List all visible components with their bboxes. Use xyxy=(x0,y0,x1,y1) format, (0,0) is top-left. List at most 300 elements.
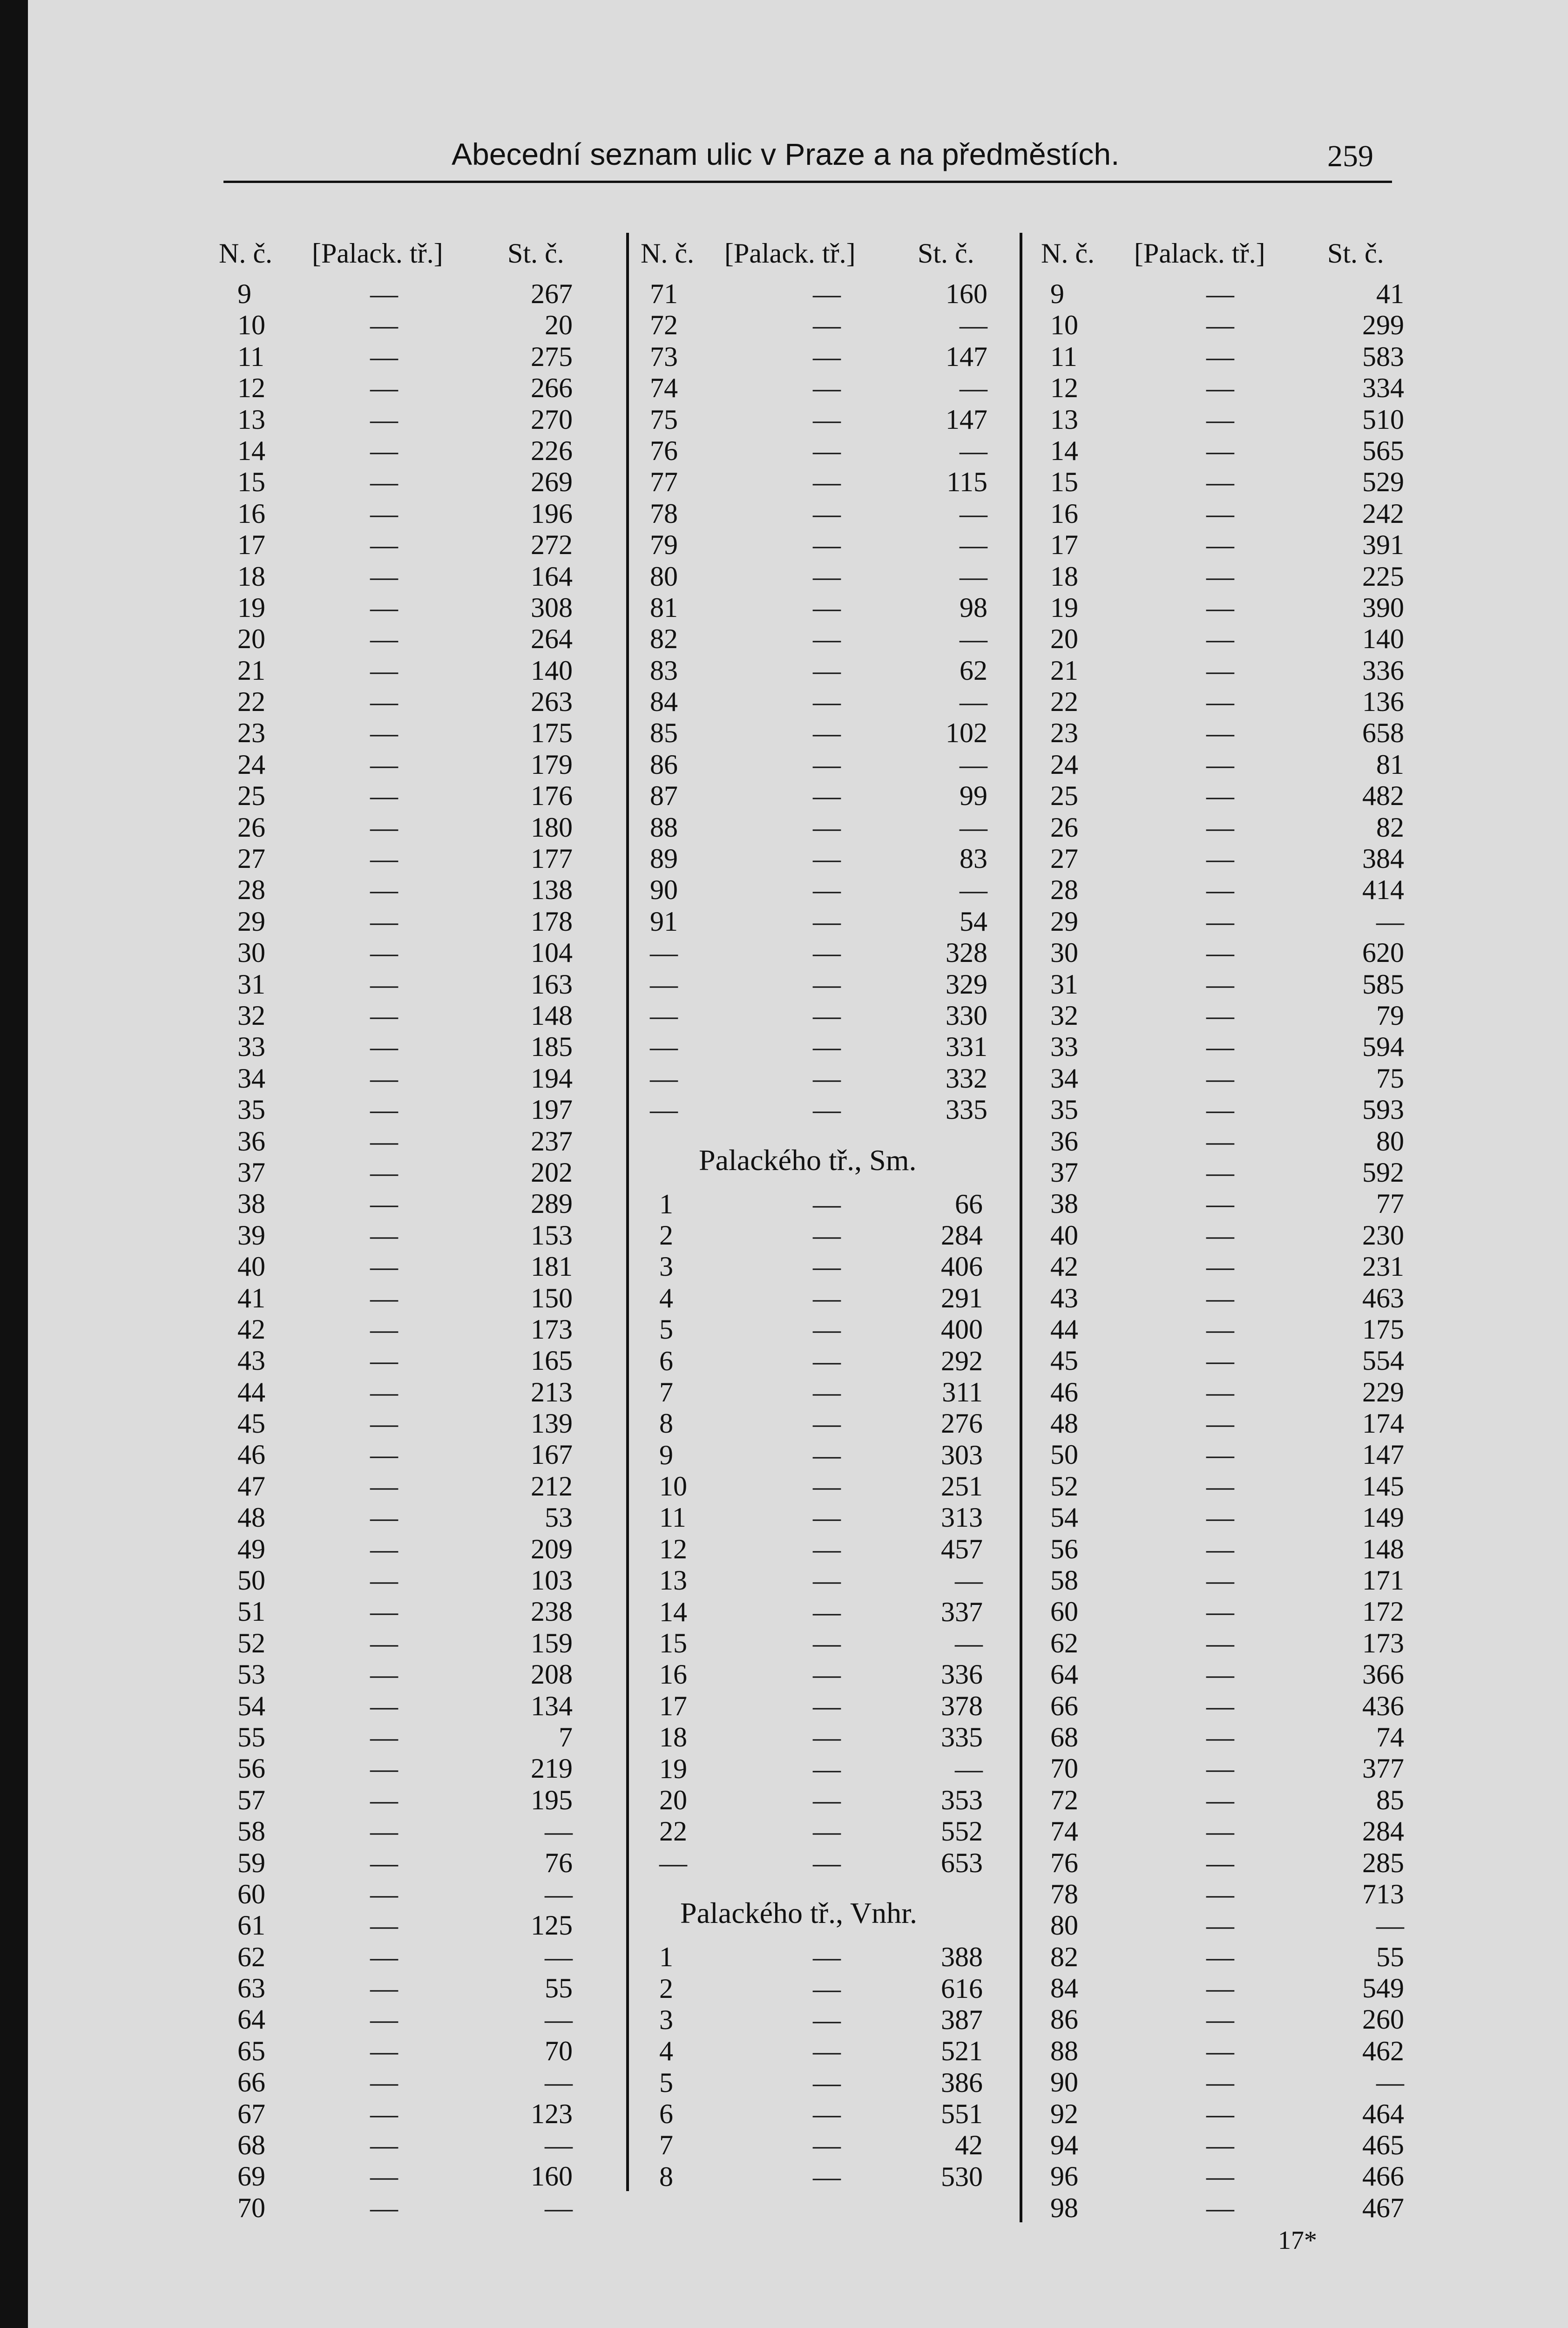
table-row xyxy=(629,1250,1048,1281)
table-row xyxy=(629,2066,1048,2097)
cell-palack: — xyxy=(813,2130,841,2161)
cell-palack: — xyxy=(1206,1847,1234,1878)
cell-number: 12 xyxy=(659,1533,687,1564)
table-row xyxy=(1022,1783,1441,1814)
table-row xyxy=(629,1595,1048,1626)
table-row xyxy=(1022,1752,1441,1783)
table-row xyxy=(1022,1250,1441,1281)
table-row xyxy=(629,1093,1048,1124)
cell-number: — xyxy=(650,1031,678,1062)
cell-st-number: — xyxy=(960,686,987,717)
cell-st-number: 209 xyxy=(531,1533,573,1564)
table-row xyxy=(1022,1658,1441,1689)
column-header xyxy=(219,233,638,277)
cell-st-number: 163 xyxy=(531,968,573,1000)
cell-palack: — xyxy=(370,1313,398,1345)
cell-palack: — xyxy=(813,1031,841,1062)
cell-number: 61 xyxy=(237,1910,265,1941)
cell-number: — xyxy=(650,1094,678,1125)
cell-number: 17 xyxy=(1050,529,1078,561)
cell-number: 2 xyxy=(659,1973,673,2004)
cell-palack: — xyxy=(813,1314,841,1345)
cell-palack: — xyxy=(813,1062,841,1094)
cell-palack: — xyxy=(370,2004,398,2035)
cell-palack: — xyxy=(370,1408,398,1439)
cell-st-number: 174 xyxy=(1362,1408,1404,1439)
cell-st-number: 160 xyxy=(946,278,987,309)
cell-number: 68 xyxy=(237,2130,265,2161)
cell-st-number: 80 xyxy=(1376,1125,1404,1157)
cell-st-number: 386 xyxy=(941,2067,983,2098)
cell-palack: — xyxy=(370,2161,398,2192)
cell-number: 28 xyxy=(237,874,265,906)
cell-number: 22 xyxy=(659,1816,687,1847)
cell-st-number: — xyxy=(960,623,987,655)
cell-number: 50 xyxy=(1050,1439,1078,1470)
cell-number: 7 xyxy=(659,1376,673,1408)
cell-palack: — xyxy=(370,1062,398,1094)
cell-st-number: 79 xyxy=(1376,1000,1404,1031)
cell-number: 88 xyxy=(650,812,678,843)
cell-st-number: — xyxy=(545,1816,573,1847)
table-row xyxy=(219,560,638,591)
table-row xyxy=(219,1313,638,1344)
cell-st-number: 62 xyxy=(960,655,987,686)
cell-st-number: 552 xyxy=(941,1816,983,1847)
cell-st-number: 384 xyxy=(1362,843,1404,874)
cell-number: 13 xyxy=(237,404,265,435)
cell-palack: — xyxy=(370,749,398,780)
cell-number: 39 xyxy=(237,1219,265,1251)
cell-st-number: 165 xyxy=(531,1345,573,1376)
cell-palack: — xyxy=(1206,1910,1234,1941)
cell-palack: — xyxy=(813,467,841,498)
cell-palack: — xyxy=(813,561,841,592)
table-row xyxy=(1022,1156,1441,1187)
cell-palack: — xyxy=(813,1000,841,1031)
cell-number: 10 xyxy=(1050,310,1078,341)
cell-number: 16 xyxy=(659,1659,687,1690)
cell-number: 25 xyxy=(1050,780,1078,812)
cell-palack: — xyxy=(813,623,841,655)
cell-number: 14 xyxy=(1050,435,1078,466)
table-row xyxy=(219,1156,638,1187)
cell-palack: — xyxy=(1206,561,1234,592)
cell-st-number: 212 xyxy=(531,1470,573,1502)
table-row xyxy=(1022,434,1441,465)
cell-palack: — xyxy=(1206,1816,1234,1847)
cell-number: 64 xyxy=(1050,1659,1078,1690)
cell-number: 90 xyxy=(1050,2067,1078,2098)
cell-palack: — xyxy=(1206,1439,1234,1470)
cell-number: 70 xyxy=(237,2192,265,2223)
cell-st-number: 510 xyxy=(1362,404,1404,435)
header-st: St. č. xyxy=(1327,238,1384,269)
table-row xyxy=(219,1814,638,1846)
cell-number: 74 xyxy=(650,372,678,404)
cell-st-number: 436 xyxy=(1362,1690,1404,1721)
cell-st-number: 202 xyxy=(531,1157,573,1188)
cell-number: 19 xyxy=(1050,592,1078,623)
cell-number: 91 xyxy=(650,906,678,937)
cell-palack: — xyxy=(813,906,841,937)
cell-palack: — xyxy=(1206,310,1234,341)
cell-palack: — xyxy=(370,404,398,435)
cell-number: 87 xyxy=(650,780,678,812)
cell-st-number: 272 xyxy=(531,529,573,561)
cell-palack: — xyxy=(813,1471,841,1502)
cell-number: 72 xyxy=(1050,1784,1078,1815)
table-row xyxy=(219,842,638,873)
cell-st-number: 98 xyxy=(960,592,987,623)
header-palack: [Palack. tř.] xyxy=(724,238,856,269)
table-row xyxy=(1022,1720,1441,1752)
cell-st-number: 462 xyxy=(1362,2035,1404,2066)
table-row xyxy=(1022,1469,1441,1501)
table-row xyxy=(219,968,638,999)
table-row xyxy=(219,403,638,434)
table-row xyxy=(219,1783,638,1814)
cell-st-number: 42 xyxy=(955,2130,983,2161)
cell-palack: — xyxy=(370,310,398,341)
cell-palack: — xyxy=(813,2067,841,2098)
table-row xyxy=(219,2003,638,2034)
cell-st-number: 565 xyxy=(1362,435,1404,466)
cell-palack: — xyxy=(370,780,398,812)
cell-palack: — xyxy=(370,1973,398,2004)
cell-number: 4 xyxy=(659,1282,673,1313)
cell-palack: — xyxy=(1206,1533,1234,1564)
cell-st-number: 653 xyxy=(941,1847,983,1878)
cell-st-number: 276 xyxy=(941,1408,983,1439)
cell-number: 85 xyxy=(650,717,678,749)
cell-number: 62 xyxy=(1050,1627,1078,1658)
cell-palack: — xyxy=(1206,968,1234,1000)
cell-st-number: 178 xyxy=(531,906,573,937)
table-row xyxy=(219,811,638,842)
cell-st-number: — xyxy=(1376,2067,1404,2098)
table-row xyxy=(629,1218,1048,1250)
cell-st-number: 267 xyxy=(531,278,573,309)
cell-number: 23 xyxy=(1050,717,1078,749)
table-row xyxy=(1022,497,1441,528)
cell-st-number: — xyxy=(955,1753,983,1784)
cell-number: — xyxy=(650,1062,678,1094)
cell-st-number: 330 xyxy=(946,1000,987,1031)
table-row xyxy=(1022,2034,1441,2065)
table-row xyxy=(629,654,1048,685)
cell-number: 22 xyxy=(237,686,265,717)
cell-st-number: 299 xyxy=(1362,310,1404,341)
table-row xyxy=(1022,1281,1441,1313)
table-row xyxy=(1022,968,1441,999)
cell-palack: — xyxy=(370,968,398,1000)
cell-palack: — xyxy=(1206,1690,1234,1721)
cell-number: 13 xyxy=(659,1565,687,1596)
table-row xyxy=(629,560,1048,591)
table-row xyxy=(219,936,638,967)
table-row xyxy=(629,1281,1048,1313)
cell-st-number: 335 xyxy=(941,1722,983,1753)
cell-number: 63 xyxy=(237,1973,265,2004)
cell-palack: — xyxy=(813,2161,841,2192)
cell-palack: — xyxy=(1206,404,1234,435)
cell-number: 86 xyxy=(650,749,678,780)
cell-number: 34 xyxy=(1050,1062,1078,1094)
cell-palack: — xyxy=(370,1251,398,1282)
cell-number: 83 xyxy=(650,655,678,686)
cell-palack: — xyxy=(813,498,841,529)
table-row xyxy=(219,1469,638,1501)
cell-number: 20 xyxy=(659,1784,687,1815)
cell-palack: — xyxy=(813,1219,841,1251)
cell-st-number: 99 xyxy=(960,780,987,812)
cell-st-number: 263 xyxy=(531,686,573,717)
cell-palack: — xyxy=(370,1627,398,1658)
table-row xyxy=(1022,1062,1441,1093)
table-row xyxy=(219,1689,638,1720)
table-row xyxy=(219,308,638,339)
cell-number: 20 xyxy=(1050,623,1078,655)
cell-palack: — xyxy=(1206,1062,1234,1094)
column-1-rows xyxy=(219,277,638,2222)
cell-number: 25 xyxy=(237,780,265,812)
cell-number: 78 xyxy=(1050,1878,1078,1909)
cell-number: 5 xyxy=(659,1314,673,1345)
table-row xyxy=(629,1626,1048,1658)
cell-st-number: — xyxy=(960,310,987,341)
table-row xyxy=(219,654,638,685)
table-row xyxy=(219,1375,638,1407)
cell-palack: — xyxy=(813,812,841,843)
cell-number: 3 xyxy=(659,1251,673,1282)
table-row xyxy=(629,1720,1048,1752)
cell-st-number: 54 xyxy=(960,906,987,937)
cell-palack: — xyxy=(1206,655,1234,686)
cell-palack: — xyxy=(1206,1659,1234,1690)
cell-st-number: — xyxy=(960,812,987,843)
cell-palack: — xyxy=(370,686,398,717)
cell-palack: — xyxy=(370,372,398,404)
table-row xyxy=(629,1469,1048,1501)
cell-st-number: 180 xyxy=(531,812,573,843)
column-3-rows xyxy=(1022,277,1441,2222)
cell-palack: — xyxy=(1206,2035,1234,2066)
cell-st-number: 583 xyxy=(1362,341,1404,372)
cell-palack: — xyxy=(1206,341,1234,372)
cell-palack: — xyxy=(813,717,841,749)
cell-palack: — xyxy=(1206,906,1234,937)
cell-st-number: 482 xyxy=(1362,780,1404,812)
cell-st-number: 457 xyxy=(941,1533,983,1564)
cell-st-number: 269 xyxy=(531,467,573,498)
cell-palack: — xyxy=(370,1439,398,1470)
cell-st-number: 366 xyxy=(1362,1659,1404,1690)
table-row xyxy=(1022,403,1441,434)
cell-palack: — xyxy=(813,686,841,717)
cell-palack: — xyxy=(813,1628,841,1659)
cell-st-number: 175 xyxy=(531,717,573,749)
table-row xyxy=(219,2097,638,2128)
cell-st-number: 230 xyxy=(1362,1219,1404,1251)
cell-st-number: 173 xyxy=(1362,1627,1404,1658)
cell-st-number: 140 xyxy=(1362,623,1404,655)
cell-number: 46 xyxy=(1050,1376,1078,1408)
cell-palack: — xyxy=(813,1502,841,1533)
cell-palack: — xyxy=(1206,1251,1234,1282)
table-row xyxy=(219,1752,638,1783)
cell-number: 26 xyxy=(1050,812,1078,843)
cell-palack: — xyxy=(1206,2067,1234,2098)
cell-number: 38 xyxy=(237,1188,265,1219)
table-row xyxy=(629,811,1048,842)
cell-palack: — xyxy=(813,435,841,466)
table-row xyxy=(1022,1501,1441,1532)
cell-number: 15 xyxy=(237,467,265,498)
cell-palack: — xyxy=(370,1690,398,1721)
cell-number: 26 xyxy=(237,812,265,843)
cell-number: 31 xyxy=(1050,968,1078,1000)
table-row xyxy=(629,1344,1048,1375)
page-edge xyxy=(0,0,28,2328)
cell-palack: — xyxy=(370,1125,398,1157)
cell-palack: — xyxy=(813,1816,841,1847)
cell-st-number: 406 xyxy=(941,1251,983,1282)
cell-st-number: 53 xyxy=(545,1502,573,1533)
cell-number: 53 xyxy=(237,1659,265,1690)
cell-number: 60 xyxy=(237,1878,265,1909)
table-row xyxy=(219,1908,638,1940)
table-row xyxy=(629,1814,1048,1846)
cell-palack: — xyxy=(370,1910,398,1941)
cell-number: 90 xyxy=(650,874,678,906)
cell-number: 43 xyxy=(237,1345,265,1376)
table-row xyxy=(629,497,1048,528)
cell-st-number: 270 xyxy=(531,404,573,435)
cell-st-number: 173 xyxy=(531,1313,573,1345)
cell-number: 72 xyxy=(650,310,678,341)
table-row xyxy=(1022,936,1441,967)
cell-number: 92 xyxy=(1050,2098,1078,2129)
column-header xyxy=(1022,233,1441,277)
cell-palack: — xyxy=(1206,498,1234,529)
cell-st-number: 172 xyxy=(1362,1596,1404,1627)
cell-number: 80 xyxy=(650,561,678,592)
cell-palack: — xyxy=(370,1878,398,1909)
cell-st-number: 275 xyxy=(531,341,573,372)
cell-number: 12 xyxy=(1050,372,1078,404)
cell-number: 9 xyxy=(659,1439,673,1470)
cell-palack: — xyxy=(370,1157,398,1188)
table-row xyxy=(219,1281,638,1313)
table-row xyxy=(1022,905,1441,936)
cell-palack: — xyxy=(1206,1313,1234,1345)
cell-palack: — xyxy=(1206,1282,1234,1313)
cell-number: 19 xyxy=(659,1753,687,1784)
table-row xyxy=(1022,465,1441,496)
cell-palack: — xyxy=(813,372,841,404)
table-row xyxy=(219,1563,638,1595)
table-row xyxy=(629,873,1048,904)
cell-palack: — xyxy=(813,1282,841,1313)
cell-palack: — xyxy=(1206,686,1234,717)
table-row xyxy=(219,1187,638,1218)
table-row xyxy=(1022,1971,1441,2003)
cell-st-number: 551 xyxy=(941,2098,983,2130)
table-row xyxy=(1022,654,1441,685)
cell-number: 40 xyxy=(237,1251,265,1282)
column-2 xyxy=(626,233,1048,2191)
cell-st-number: 388 xyxy=(941,1942,983,1973)
cell-st-number: 148 xyxy=(1362,1533,1404,1564)
table-row xyxy=(1022,1532,1441,1563)
cell-palack: — xyxy=(1206,1565,1234,1596)
table-row xyxy=(219,1595,638,1626)
cell-number: 5 xyxy=(659,2067,673,2098)
cell-number: 96 xyxy=(1050,2161,1078,2192)
cell-palack: — xyxy=(813,874,841,906)
cell-palack: — xyxy=(370,1941,398,1972)
cell-st-number: 231 xyxy=(1362,1251,1404,1282)
table-row xyxy=(629,779,1048,810)
table-row xyxy=(1022,1375,1441,1407)
cell-palack: — xyxy=(813,937,841,968)
cell-number: 56 xyxy=(1050,1533,1078,1564)
header-n: N. č. xyxy=(219,238,272,269)
table-row xyxy=(219,2191,638,2222)
cell-number: 10 xyxy=(659,1471,687,1502)
cell-palack: — xyxy=(370,1219,398,1251)
cell-st-number: 331 xyxy=(946,1031,987,1062)
header-n: N. č. xyxy=(641,238,694,269)
table-row xyxy=(629,1752,1048,1783)
table-row xyxy=(1022,2159,1441,2191)
cell-palack: — xyxy=(370,655,398,686)
cell-number: 62 xyxy=(237,1941,265,1972)
table-row xyxy=(629,1783,1048,1814)
cell-number: 18 xyxy=(237,561,265,592)
cell-palack: — xyxy=(1206,1376,1234,1408)
cell-number: 73 xyxy=(650,341,678,372)
cell-palack: — xyxy=(1206,2130,1234,2161)
table-row xyxy=(1022,1187,1441,1218)
cell-number: 2 xyxy=(659,1219,673,1251)
cell-number: 49 xyxy=(237,1533,265,1564)
table-row xyxy=(629,968,1048,999)
cell-st-number: 159 xyxy=(531,1627,573,1658)
cell-st-number: 194 xyxy=(531,1062,573,1094)
cell-st-number: 55 xyxy=(1376,1941,1404,1972)
table-row xyxy=(219,465,638,496)
cell-number: 31 xyxy=(237,968,265,1000)
cell-st-number: 102 xyxy=(946,717,987,749)
cell-number: 35 xyxy=(237,1094,265,1125)
cell-palack: — xyxy=(813,1722,841,1753)
table-row xyxy=(1022,1814,1441,1846)
cell-palack: — xyxy=(1206,1125,1234,1157)
table-row xyxy=(629,1062,1048,1093)
cell-st-number: 219 xyxy=(531,1753,573,1784)
cell-number: 15 xyxy=(1050,467,1078,498)
table-row xyxy=(629,748,1048,779)
table-row xyxy=(219,1344,638,1375)
cell-st-number: 291 xyxy=(941,1282,983,1313)
cell-palack: — xyxy=(813,1345,841,1376)
table-row xyxy=(219,1658,638,1689)
table-row xyxy=(219,1250,638,1281)
cell-number: 47 xyxy=(237,1470,265,1502)
cell-st-number: 139 xyxy=(531,1408,573,1439)
